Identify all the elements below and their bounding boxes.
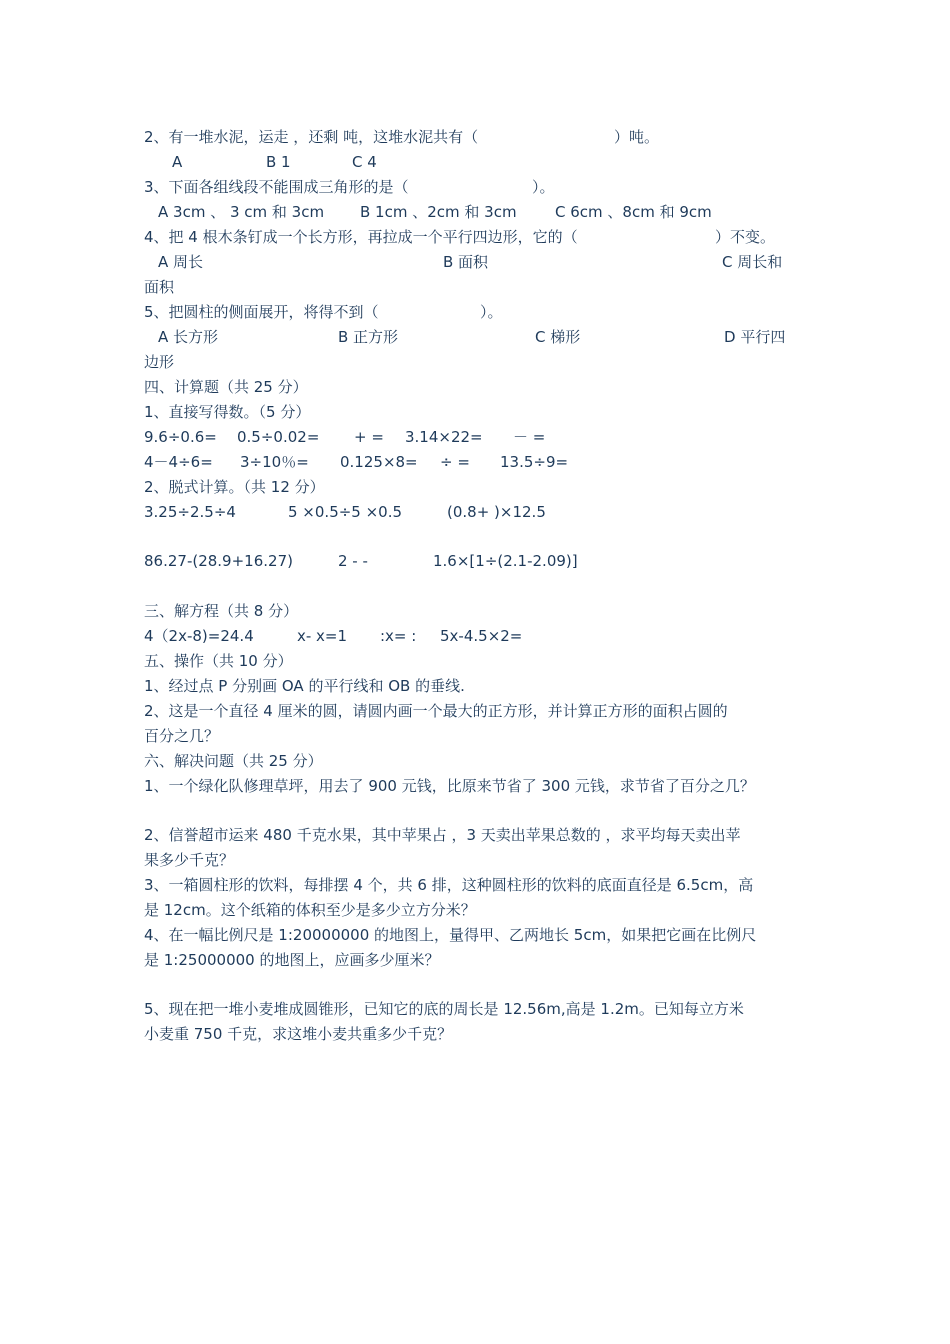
operation-question-2: 2、这是一个直径 4 厘米的圆，请圆内画一个最大的正方形，并计算正方形的面积占圆的 [144, 702, 728, 720]
problem-2: 2、信誉超市运来 480 千克水果，其中苹果占 ，3 天卖出苹果总数的 ，求平均每天卖出苹 [144, 826, 741, 844]
direct-calc-item: 0.125×8= [340, 453, 418, 471]
question-5-close: ）。 [480, 303, 503, 321]
direct-calc-item: 13.5÷9= [500, 453, 569, 471]
step-calc-item: 5 ×0.5÷5 ×0.5 [288, 503, 403, 521]
question-5-option-d: D 平行四 [724, 328, 786, 346]
question-4-option-c: C 周长和 [722, 253, 783, 271]
question-4-option-c-wrap: 面积 [144, 278, 175, 296]
operation-question-2-wrap: 百分之几？ [144, 727, 220, 745]
equation-item: 4（2x-8)=24.4 [144, 627, 254, 645]
step-calc-item: (0.8+ )×12.5 [447, 503, 546, 521]
step-calc-item: 2 - - [338, 552, 368, 570]
equation-item: 5x-4.5×2= [440, 627, 523, 645]
equation-item: :x= : [380, 627, 417, 645]
question-4-option-b: B 面积 [443, 253, 489, 271]
question-2-option-a: A [172, 153, 183, 171]
direct-calc-item: 3.14×22= [405, 428, 483, 446]
question-2-text: 2、有一堆水泥，运走 ，还剩 吨，这堆水泥共有（ [144, 128, 479, 146]
question-3-option-b: B 1cm 、2cm 和 3cm [360, 203, 517, 221]
step-calc-item: 1.6×[1÷(2.1-2.09)] [433, 552, 578, 570]
problem-3: 3、一箱圆柱形的饮料，每排摆 4 个，共 6 排，这种圆柱形的饮料的底面直径是 6.5cm，高 [144, 876, 754, 894]
section-4-title: 四、计算题（共 25 分） [144, 378, 308, 396]
step-calc-item: 3.25÷2.5÷4 [144, 503, 236, 521]
question-2-option-b: B 1 [266, 153, 291, 171]
question-5-option-d-wrap: 边形 [144, 353, 175, 371]
direct-calc-item: ÷ = [440, 453, 470, 471]
direct-calc-item: － = [513, 428, 546, 446]
problem-1: 1、一个绿化队修理草坪，用去了 900 元钱，比原来节省了 300 元钱，求节省了百分之几？ [144, 777, 755, 795]
question-3-text: 3、下面各组线段不能围成三角形的是（ [144, 178, 409, 196]
direct-calc-item: 4－4÷6= [144, 453, 213, 471]
section-6-title: 六、解决问题（共 25 分） [144, 752, 323, 770]
operation-question-1: 1、经过点 P 分别画 OA 的平行线和 OB 的垂线. [144, 677, 465, 695]
question-5-text: 5、把圆柱的侧面展开，将得不到（ [144, 303, 379, 321]
equations-title: 三、解方程（共 8 分） [144, 602, 299, 620]
step-calc-item: 86.27-(28.9+16.27) [144, 552, 293, 570]
question-5-option-c: C 梯形 [535, 328, 581, 346]
question-2 [144, 127, 478, 147]
question-3-option-a: A 3cm 、 3 cm 和 3cm [158, 203, 325, 221]
question-4-option-a: A 周长 [158, 253, 204, 271]
question-5-option-a: A 长方形 [158, 328, 219, 346]
direct-calc-title: 1、直接写得数。（5 分） [144, 403, 311, 421]
direct-calc-item: 9.6÷0.6= [144, 428, 217, 446]
step-calc-title: 2、脱式计算。（共 12 分） [144, 478, 325, 496]
problem-4: 4、在一幅比例尺是 1:20000000 的地图上，量得甲、乙两地长 5cm，如果把它画在比例尺 [144, 926, 757, 944]
problem-3-wrap: 是 12cm。这个纸箱的体积至少是多少立方分米？ [144, 901, 476, 919]
direct-calc-item: + = [354, 428, 384, 446]
problem-2-wrap: 果多少千克？ [144, 851, 235, 869]
problem-4-wrap: 是 1:25000000 的地图上，应画多少厘米？ [144, 951, 440, 969]
direct-calc-item: 3÷10％= [240, 453, 309, 471]
problem-5: 5、现在把一堆小麦堆成圆锥形，已知它的底的周长是 12.56m,高是 1.2m。已知每立方米 [144, 1000, 744, 1018]
question-4-close: ）不变。 [715, 228, 776, 246]
question-2-option-c: C 4 [352, 153, 377, 171]
question-4-text: 4、把 4 根木条钉成一个长方形，再拉成一个平行四边形，它的（ [144, 228, 578, 246]
question-3-option-c: C 6cm 、8cm 和 9cm [555, 203, 712, 221]
section-5-title: 五、操作（共 10 分） [144, 652, 293, 670]
equation-item: x- x=1 [297, 627, 348, 645]
direct-calc-item: 0.5÷0.02= [237, 428, 320, 446]
question-3-close: ）。 [532, 178, 555, 196]
problem-5-wrap: 小麦重 750 千克，求这堆小麦共重多少千克？ [144, 1025, 453, 1043]
question-5-option-b: B 正方形 [338, 328, 399, 346]
question-2-close: ）吨。 [614, 128, 660, 146]
